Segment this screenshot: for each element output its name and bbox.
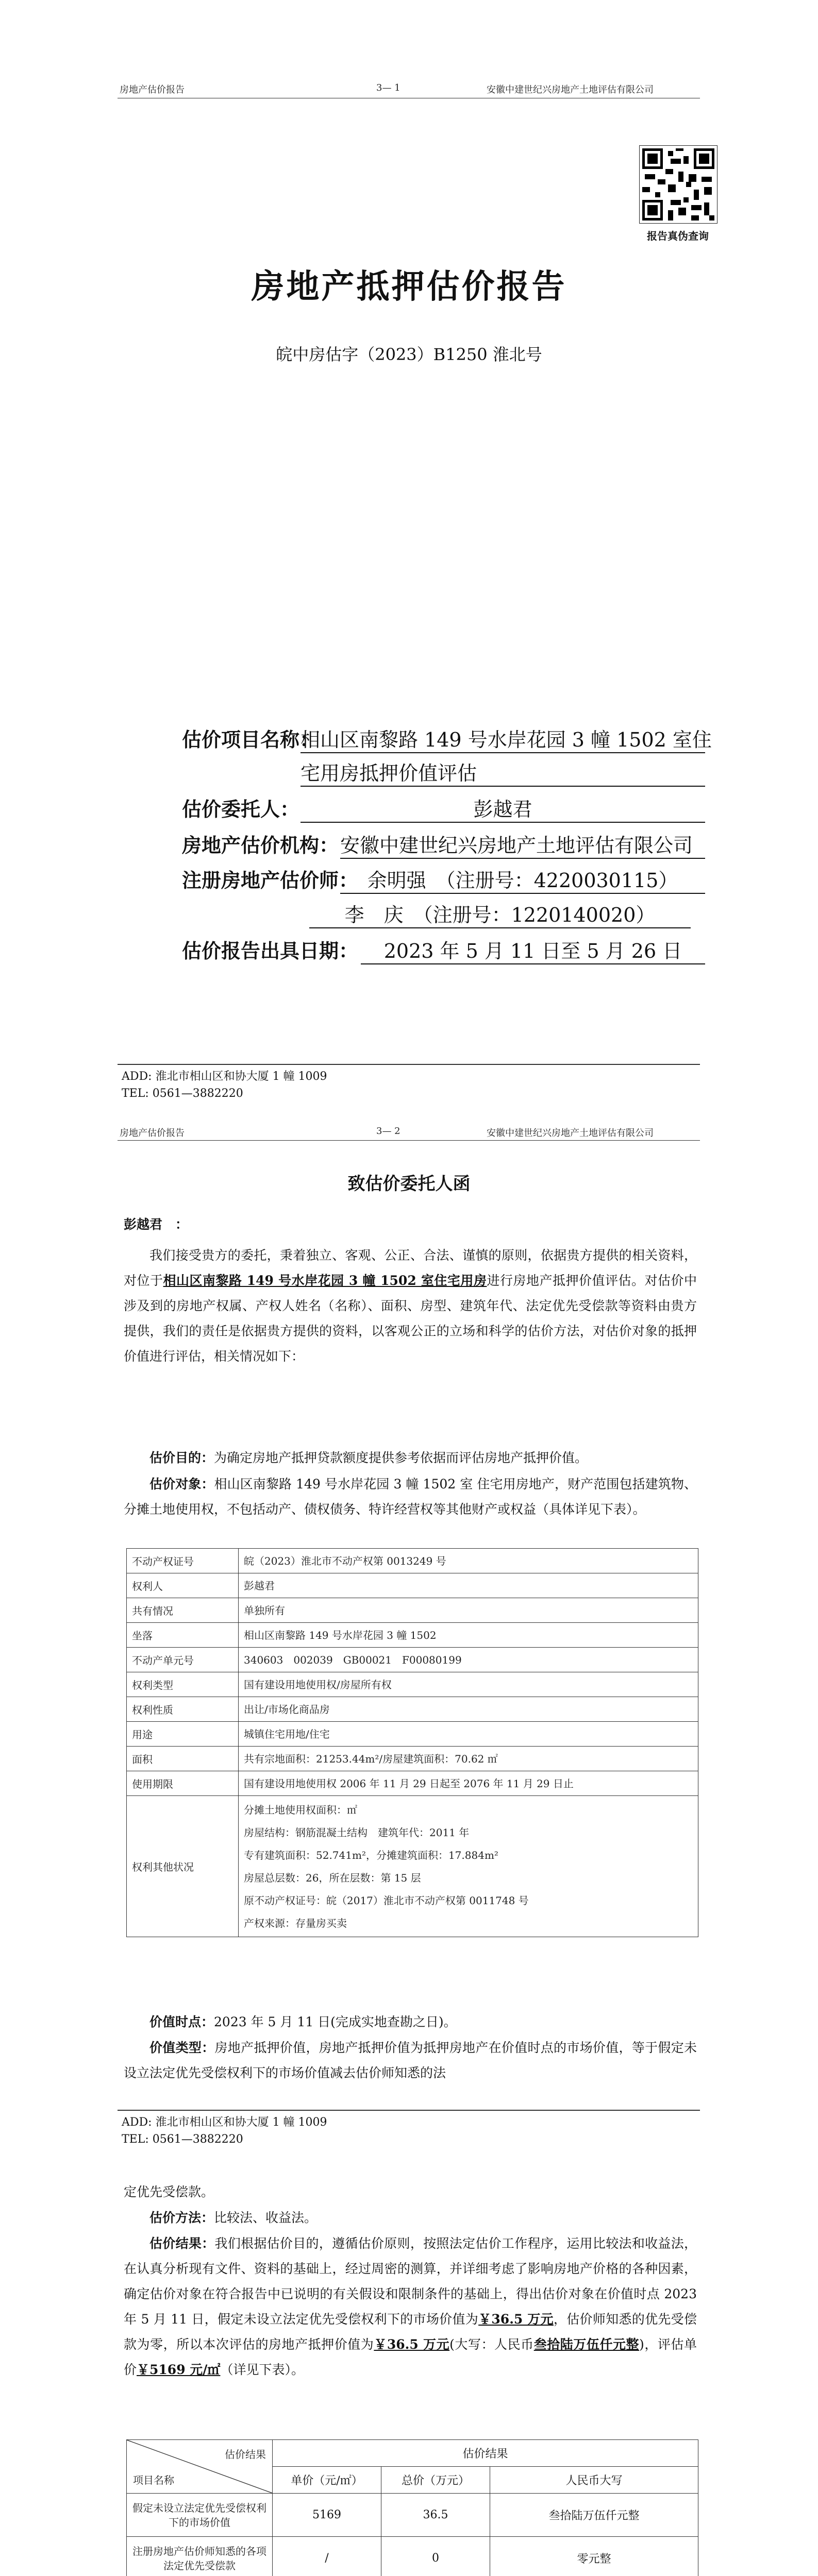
method (124, 2205, 697, 2230)
rights-value (239, 1648, 698, 1672)
value-type-label: 价值类型： (149, 2040, 215, 2055)
rights-value (239, 1549, 698, 1573)
letter-para1 (124, 1243, 697, 1369)
method-text: 比较法、收益法。 (214, 2210, 318, 2225)
page1-footer (122, 1068, 327, 1102)
rights-key: 不动产权证号 (127, 1549, 239, 1573)
purpose-text: 为确定房地产抵押贷款额度提供参考依据而评估房地产抵押价值。 (214, 1450, 588, 1465)
project-name-label: 估价项目名称： (182, 728, 320, 751)
diag-top-label: 估价结果 (225, 2448, 266, 2461)
result-i: （详见下表）。 (220, 2362, 304, 2377)
report-title: 房地产抵押估价报告 (251, 267, 567, 306)
result-a: 我们根据估价目的，遵循估价原则，按照法定估价工作程序，运用比较法和收益法，在认真分析现有文件、资料的基础上，经过周密的测算，并详细考虑了影响房地产价格的各种因素，确定估价对象在符合报告中已说明的有关假设和限制条件的基础上，得出估价对象在价值时点 2023 年 5 月 11 日，假定未设立法定优先受偿权利下的市场价值为 (124, 2236, 697, 2327)
rights-value-line: 相山区南黎路 149 号水岸花园 3 幢 1502 (244, 1629, 437, 1641)
row2-unit: / (273, 2537, 381, 2576)
page2-footer (122, 2114, 327, 2148)
row2-name: 注册房地产估价师知悉的各项法定优先受偿款 (127, 2537, 273, 2576)
para1-address: 相山区南黎路 149 号水岸花园 3 幢 1502 室住宅用房 (163, 1273, 487, 1288)
client-label: 估价委托人： (182, 798, 300, 821)
rights-row (127, 1722, 698, 1747)
rights-value (239, 1598, 698, 1623)
rights-value (239, 1623, 698, 1648)
appraiser-label: 注册房地产估价师： (182, 869, 359, 892)
rights-key: 权利类型 (127, 1672, 239, 1697)
client-name: 彭越君 (301, 793, 705, 823)
rights-key: 权利性质 (127, 1697, 239, 1722)
rights-value-line: 国有建设用地使用权 2006 年 11 月 29 日起至 2076 年 11 月 29 日止 (244, 1777, 574, 1790)
page1-header-center: 3— 1 (376, 82, 400, 93)
diagonal-header-cell (127, 2440, 273, 2494)
page2-footer-rule (118, 2110, 700, 2111)
rights-value-line: 彭越君 (244, 1579, 275, 1592)
col-rmb-words: 人民币大写 (490, 2467, 698, 2494)
rights-row (127, 1697, 698, 1722)
rights-row (127, 1796, 698, 1937)
value-in-words: 叁拾陆万伍仟元整 (533, 2337, 640, 2352)
rights-row (127, 1672, 698, 1697)
para1-c: 进行房地产抵押价值评估。对估价中涉及到的房地产权属、产权人姓名（名称）、面积、房型、建筑年代、法定优先受偿款等资料由贵方提供，我们的责任是依据贵方提供的资料，以客观公正的立场和科学的估价方法，对估价对象的抵押价值进行评估，相关情况如下： (124, 1273, 697, 1364)
rights-value-line: 专有建筑面积：52.741m²，分摊建筑面积：17.884m² (244, 1849, 498, 1861)
result-c: ，估价师知悉的优先受偿款为零，所以本次评估的房地产抵押价值为 (124, 2312, 697, 2352)
page1-footer-rule (118, 1064, 700, 1065)
org-name: 安徽中建世纪兴房地产土地评估有限公司 (340, 829, 705, 859)
rights-value-line: 城镇住宅用地/住宅 (244, 1727, 330, 1740)
row2-total: 0 (381, 2537, 490, 2576)
rights-value-line: 分摊土地使用权面积：㎡ (244, 1803, 357, 1816)
rights-key: 使用期限 (127, 1771, 239, 1796)
rights-value-line: 共有宗地面积：21253.44m²/房屋建筑面积：70.62 ㎡ (244, 1752, 498, 1765)
property-rights-table (126, 1548, 698, 1937)
footer-address: ADD: 淮北市相山区和协大厦 1 幢 1009 (122, 1070, 327, 1083)
report-number: 皖中房估字（2023）B1250 淮北号 (276, 345, 542, 364)
purpose (124, 1445, 697, 1470)
object-label: 估价对象： (149, 1477, 214, 1492)
rights-key: 用途 (127, 1722, 239, 1747)
rights-value (239, 1672, 698, 1697)
rights-row (127, 1549, 698, 1573)
unit-price: ￥5169 元/㎡ (137, 2362, 221, 2377)
row1-name: 假定未设立法定优先受偿权利下的市场价值 (127, 2494, 273, 2537)
row1-total: 36.5 (381, 2494, 490, 2537)
value-time-label: 价值时点： (149, 2014, 214, 2029)
value-type-text: 房地产抵押价值，房地产抵押价值为抵押房地产在价值时点的市场价值，等于假定未设立法定优先受偿权利下的市场价值减去估价师知悉的法 (124, 2040, 697, 2080)
rights-row (127, 1623, 698, 1648)
para1-a: 我们接受贵方的委托，秉着独立、客观、公正、合法、谨慎的原则，依据贵方提供的相关资料，对位于 (124, 1248, 697, 1288)
rights-value (239, 1697, 698, 1722)
row1-words: 叁拾陆万伍仟元整 (490, 2494, 698, 2537)
method-label: 估价方法： (149, 2210, 214, 2225)
purpose-label: 估价目的： (149, 1450, 214, 1465)
rights-value (239, 1573, 698, 1598)
rights-row (127, 1771, 698, 1796)
rights-row (127, 1648, 698, 1672)
value-time (124, 2009, 697, 2035)
page2-header-right: 安徽中建世纪兴房地产土地评估有限公司 (487, 1128, 654, 1139)
rights-key: 面积 (127, 1747, 239, 1771)
rights-value-line: 国有建设用地使用权/房屋所有权 (244, 1678, 392, 1691)
rights-value-line: 皖（2023）淮北市不动产权第 0013249 号 (244, 1554, 446, 1567)
letter-greeting: 彭越君 ： (124, 1217, 189, 1232)
page1-header-left: 房地产估价报告 (120, 84, 185, 95)
rights-key: 不动产单元号 (127, 1648, 239, 1672)
market-value: ￥36.5 万元 (478, 2312, 554, 2327)
rights-value (239, 1747, 698, 1771)
letter-title: 致估价委托人函 (347, 1174, 471, 1194)
value-type (124, 2035, 697, 2086)
result-group-header: 估价结果 (273, 2440, 698, 2467)
rights-value-line: 产权来源：存量房买卖 (244, 1917, 347, 1929)
appraiser-2: 李 庆 （注册号：1220140020） (309, 899, 691, 928)
page1-header-right: 安徽中建世纪兴房地产土地评估有限公司 (487, 84, 654, 95)
appraiser-1: 余明强 （注册号：4220030115） (340, 865, 705, 894)
rights-key: 共有情况 (127, 1598, 239, 1623)
rights-value-line: 房屋结构：钢筋混凝土结构 建筑年代：2011 年 (244, 1826, 470, 1839)
footer-tel: TEL: 0561—3882220 (122, 2133, 243, 2146)
value-type-continued: 定优先受偿款。 (124, 2184, 214, 2199)
rights-row (127, 1747, 698, 1771)
rights-value (239, 1796, 698, 1937)
rights-row (127, 1573, 698, 1598)
row2-words: 零元整 (490, 2537, 698, 2576)
result-g: )，评估单价 (124, 2337, 697, 2377)
result-label: 估价结果： (149, 2236, 215, 2251)
result (124, 2231, 697, 2382)
value-time-text: 2023 年 5 月 11 日(完成实地查勘之日)。 (214, 2014, 457, 2029)
rights-key: 权利其他状况 (127, 1796, 239, 1937)
valuation-result-table (126, 2439, 698, 2576)
project-name-line2: 宅用房抵押价值评估 (301, 757, 705, 787)
result-e: (大写：人民币 (449, 2337, 534, 2352)
rights-value-line: 340603 002039 GB00021 F00080199 (244, 1653, 462, 1666)
row1-unit: 5169 (273, 2494, 381, 2537)
rights-key: 坐落 (127, 1623, 239, 1648)
rights-row (127, 1598, 698, 1623)
rights-value-line: 房屋总层数：26，所在层数：第 15 层 (244, 1871, 421, 1884)
qr-code (639, 145, 717, 224)
col-total-price: 总价（万元） (381, 2467, 490, 2494)
object (124, 1471, 697, 1522)
report-date: 2023 年 5 月 11 日至 5 月 26 日 (361, 935, 705, 964)
rights-value-line: 原不动产权证号：皖（2017）淮北市不动产权第 0011748 号 (244, 1894, 529, 1907)
qr-caption: 报告真伪查询 (647, 231, 709, 242)
rights-key: 权利人 (127, 1573, 239, 1598)
rights-value (239, 1722, 698, 1747)
rights-value-line: 单独所有 (244, 1604, 285, 1617)
page2-header-center: 3— 2 (376, 1126, 400, 1137)
object-text: 相山区南黎路 149 号水岸花园 3 幢 1502 室 住宅用房地产，财产范围包括建筑物、分摊土地使用权，不包括动产、债权债务、特许经营权等其他财产或权益（具体详见下表）。 (124, 1477, 697, 1517)
project-name-line1: 相山区南黎路 149 号水岸花园 3 幢 1502 室住 (301, 724, 705, 753)
qr-code-icon (640, 146, 717, 223)
col-unit-price: 单价（元/㎡） (273, 2467, 381, 2494)
page2-header-left: 房地产估价报告 (120, 1128, 185, 1139)
rights-value (239, 1771, 698, 1796)
org-label: 房地产估价机构： (182, 834, 339, 857)
rights-value-line: 出让/市场化商品房 (244, 1703, 330, 1716)
diag-bottom-label: 项目名称 (133, 2474, 174, 2486)
footer-tel: TEL: 0561—3882220 (122, 1087, 243, 1100)
page2-header-rule (118, 1140, 700, 1141)
mortgage-value: ￥36.5 万元 (374, 2337, 450, 2352)
footer-address: ADD: 淮北市相山区和协大厦 1 幢 1009 (122, 2116, 327, 2129)
report-date-label: 估价报告出具日期： (182, 939, 359, 962)
